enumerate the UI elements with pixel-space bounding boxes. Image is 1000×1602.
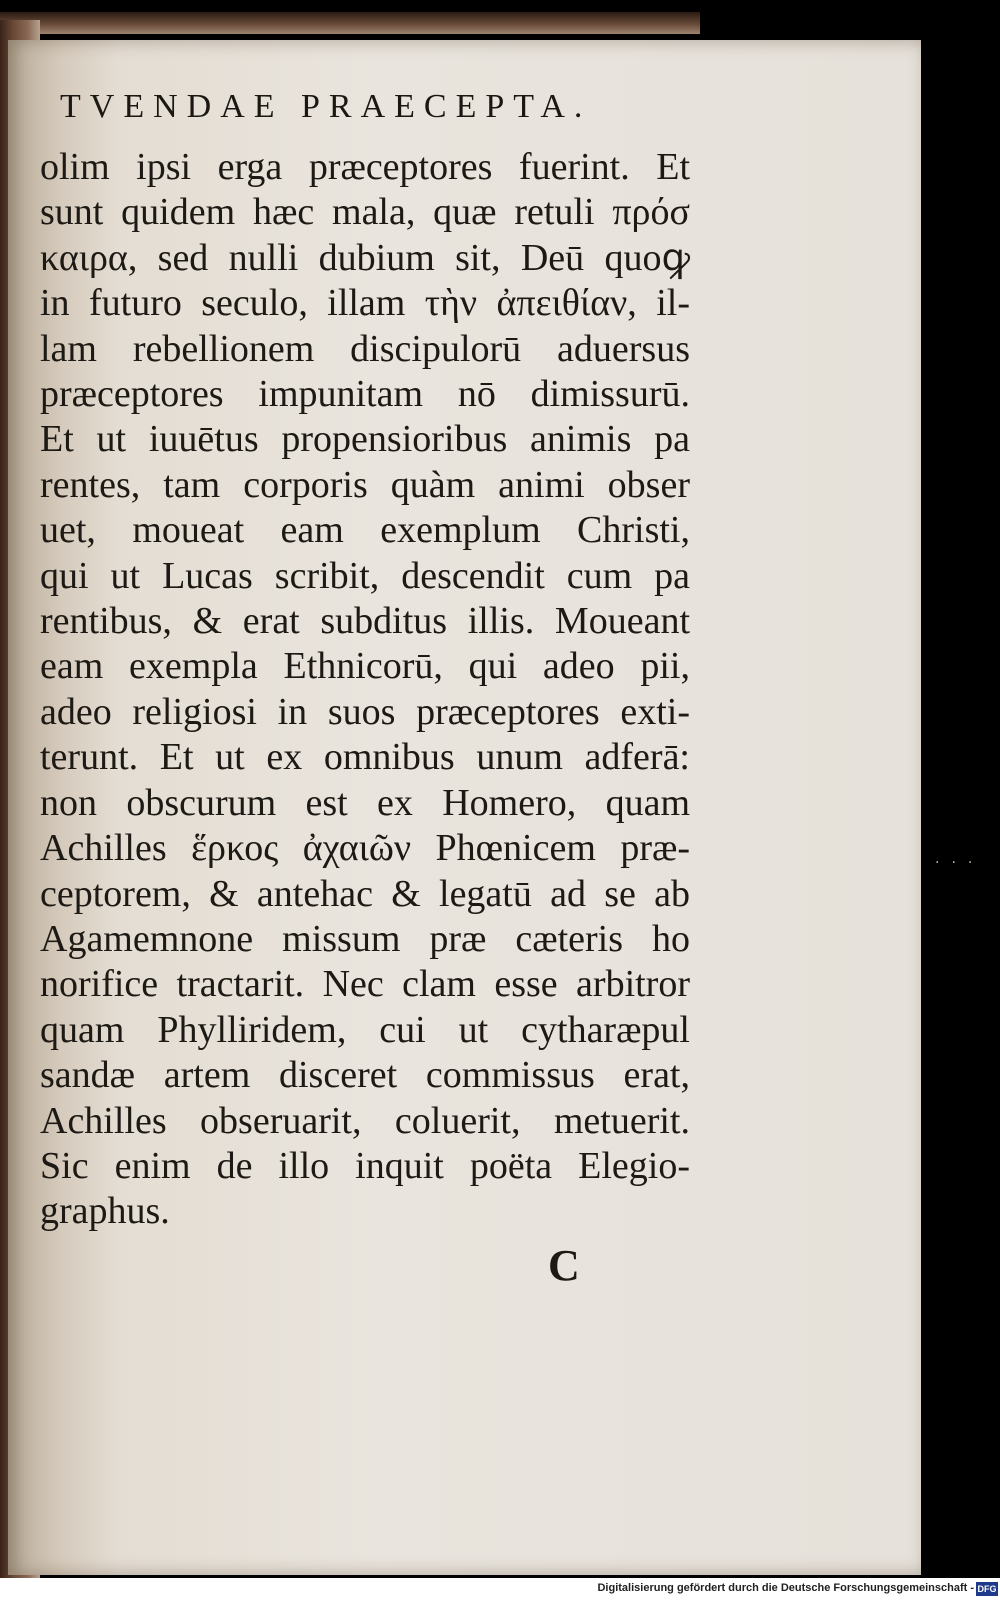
scan-edge-dots: ··· — [935, 855, 985, 871]
text-line: norifice tractarit. Nec clam esse arbitror — [40, 963, 690, 1006]
text-line: lam rebellionem discipulorū aduersus — [40, 327, 690, 370]
text-line: terunt. Et ut ex omnibus unum adferā: — [40, 736, 690, 779]
text-line: ceptorem, & antehac & legatū ad se ab — [40, 872, 690, 915]
text-line: quam Phylliridem, cui ut cytharæpul — [40, 1008, 690, 1051]
footer-credit: Digitalisierung gefördert durch die Deutsche Forschungsgemeinschaft - — [597, 1582, 974, 1594]
text-line: sandæ artem disceret commissus erat, — [40, 1054, 690, 1097]
text-line: eam exempla Ethnicorū, qui adeo pii, — [40, 645, 690, 688]
text-line: graphus. — [40, 1190, 170, 1233]
text-line: qui ut Lucas scribit, descendit cum pa — [40, 554, 690, 597]
text-line: rentes, tam corporis quàm animi obser — [40, 463, 690, 506]
text-line: rentibus, & erat subditus illis. Moueant — [40, 600, 690, 643]
text-line: olim ipsi erga præceptores fuerint. Et — [40, 146, 690, 188]
footer-bar — [0, 1578, 1000, 1602]
text-line: Achilles obseruarit, coluerit, metuerit. — [40, 1099, 690, 1142]
text-line: in futuro seculo, illam τὴν ἀπειθίαν, il- — [40, 282, 690, 325]
text-line: adeo religiosi in suos præceptores exti- — [40, 690, 690, 733]
text-line: Agamemnone missum præ cæteris ho — [40, 917, 690, 960]
text-line: Sic enim de illo inquit poëta Elegio- — [40, 1144, 690, 1187]
text-line: uet, moueat eam exemplum Christi, — [40, 509, 690, 552]
text-line: Achilles ἕρκος ἀχαιῶν Phœnicem præ- — [40, 827, 690, 870]
running-head: TVENDAE PRAECEPTA. — [60, 88, 592, 125]
binding-top-edge — [0, 12, 700, 34]
text-line: non obscurum est ex Homero, quam — [40, 781, 690, 824]
text-line: Et ut iuuētus propensioribus animis pa — [40, 418, 690, 461]
dfg-logo: DFG — [977, 1584, 997, 1594]
text-line: sunt quidem hæc mala, quæ retuli πρόσ — [40, 191, 690, 234]
text-line: καιρα, sed nulli dubium sit, Deū quoꝙ — [40, 236, 690, 279]
text-line: præceptores impunitam nō dimissurū. — [40, 373, 690, 416]
body-text — [40, 145, 690, 1235]
catchword: C — [548, 1241, 580, 1290]
